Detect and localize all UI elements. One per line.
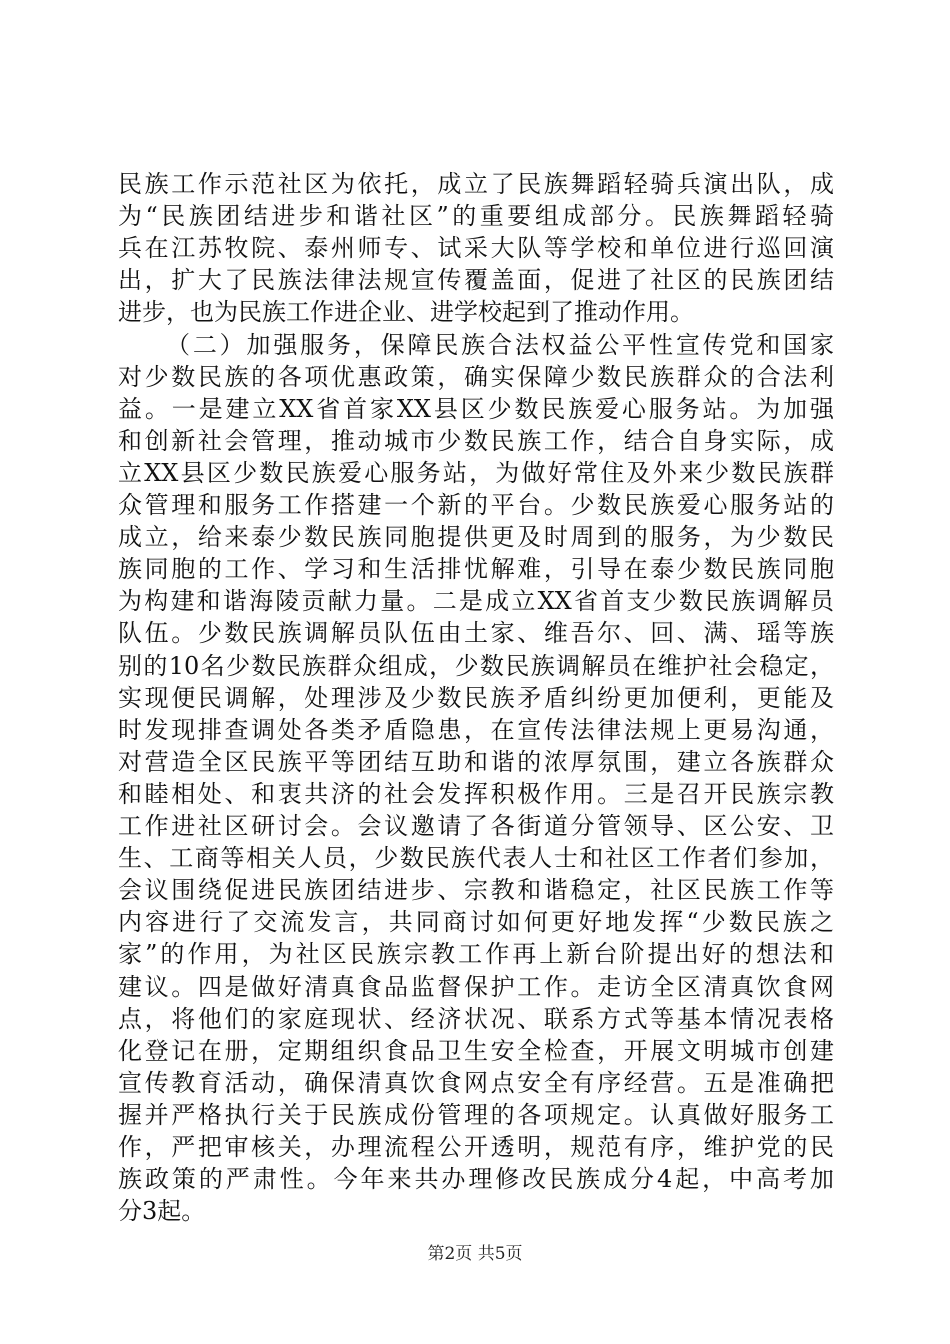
text-line: 工作进社区研讨会。会议邀请了各街道分管领导、区公安、卫	[118, 812, 834, 840]
text-line: 进步，也为民族工作进企业、进学校起到了推动作用。	[118, 298, 694, 327]
text-line: 宣传教育活动，确保清真饮食网点安全有序经营。五是准确把	[118, 1068, 834, 1097]
text-line: 会议围绕促进民族团结进步、宗教和谐稳定，社区民族工作等	[118, 876, 834, 905]
text-line: 实现便民调解，处理涉及少数民族矛盾纠纷更加便利，更能及	[118, 683, 834, 712]
text-line: 和睦相处、和衷共济的社会发挥积极作用。三是召开民族宗教	[118, 779, 834, 808]
text-line: 为“民族团结进步和谐社区”的重要组成部分。民族舞蹈轻骑	[118, 202, 834, 231]
text-line: 建议。四是做好清真食品监督保护工作。走访全区清真饮食网	[118, 972, 834, 1001]
text-line: 别的10名少数民族群众组成，少数民族调解员在维护社会稳定，	[118, 651, 834, 680]
text-line: 内容进行了交流发言，共同商讨如何更好地发挥“少数民族之	[118, 908, 834, 937]
text-line: 成立，给来泰少数民族同胞提供更及时周到的服务，为少数民	[118, 523, 834, 552]
text-line: 兵在江苏牧院、泰州师专、试采大队等学校和单位进行巡回演	[118, 234, 834, 263]
text-line: 族政策的严肃性。今年来共办理修改民族成分4起，中高考加	[118, 1165, 834, 1194]
text-line: 点，将他们的家庭现状、经济状况、联系方式等基本情况表格	[118, 1004, 834, 1033]
text-line: 族同胞的工作、学习和生活排忧解难，引导在泰少数民族同胞	[118, 555, 834, 584]
text-line: 化登记在册，定期组织食品卫生安全检查，开展文明城市创建	[118, 1036, 834, 1065]
text-line: 出，扩大了民族法律法规宣传覆盖面，促进了社区的民族团结	[118, 266, 834, 295]
text-line: 和创新社会管理，推动城市少数民族工作，结合自身实际，成	[118, 426, 834, 455]
text-line: 民族工作示范社区为依托，成立了民族舞蹈轻骑兵演出队，成	[118, 170, 834, 198]
page-footer: 第2页 共5页	[427, 1244, 523, 1264]
text-line: 为构建和谐海陵贡献力量。二是成立XX省首支少数民族调解员	[118, 587, 834, 616]
text-line: （二）加强服务，保障民族合法权益公平性宣传党和国家	[166, 330, 834, 359]
text-line: 生、工商等相关人员，少数民族代表人士和社区工作者们参加，	[118, 844, 834, 873]
text-line: 对营造全区民族平等团结互助和谐的浓厚氛围，建立各族群众	[118, 747, 834, 776]
text-line: 立XX县区少数民族爱心服务站，为做好常住及外来少数民族群	[118, 458, 834, 487]
text-line: 众管理和服务工作搭建一个新的平台。少数民族爱心服务站的	[118, 491, 834, 519]
text-line: 作，严把审核关，办理流程公开透明，规范有序，维护党的民	[118, 1133, 834, 1161]
text-line: 益。一是建立XX省首家XX县区少数民族爱心服务站。为加强	[118, 394, 834, 423]
text-line: 家”的作用，为社区民族宗教工作再上新台阶提出好的想法和	[118, 940, 834, 969]
text-line: 对少数民族的各项优惠政策，确实保障少数民族群众的合法利	[118, 362, 834, 391]
text-line: 握并严格执行关于民族成份管理的各项规定。认真做好服务工	[118, 1100, 834, 1129]
text-line: 分3起。	[118, 1197, 206, 1226]
text-line: 时发现排查调处各类矛盾隐患，在宣传法律法规上更易沟通，	[118, 715, 834, 744]
text-line: 队伍。少数民族调解员队伍由土家、维吾尔、回、满、瑶等族	[118, 619, 834, 648]
